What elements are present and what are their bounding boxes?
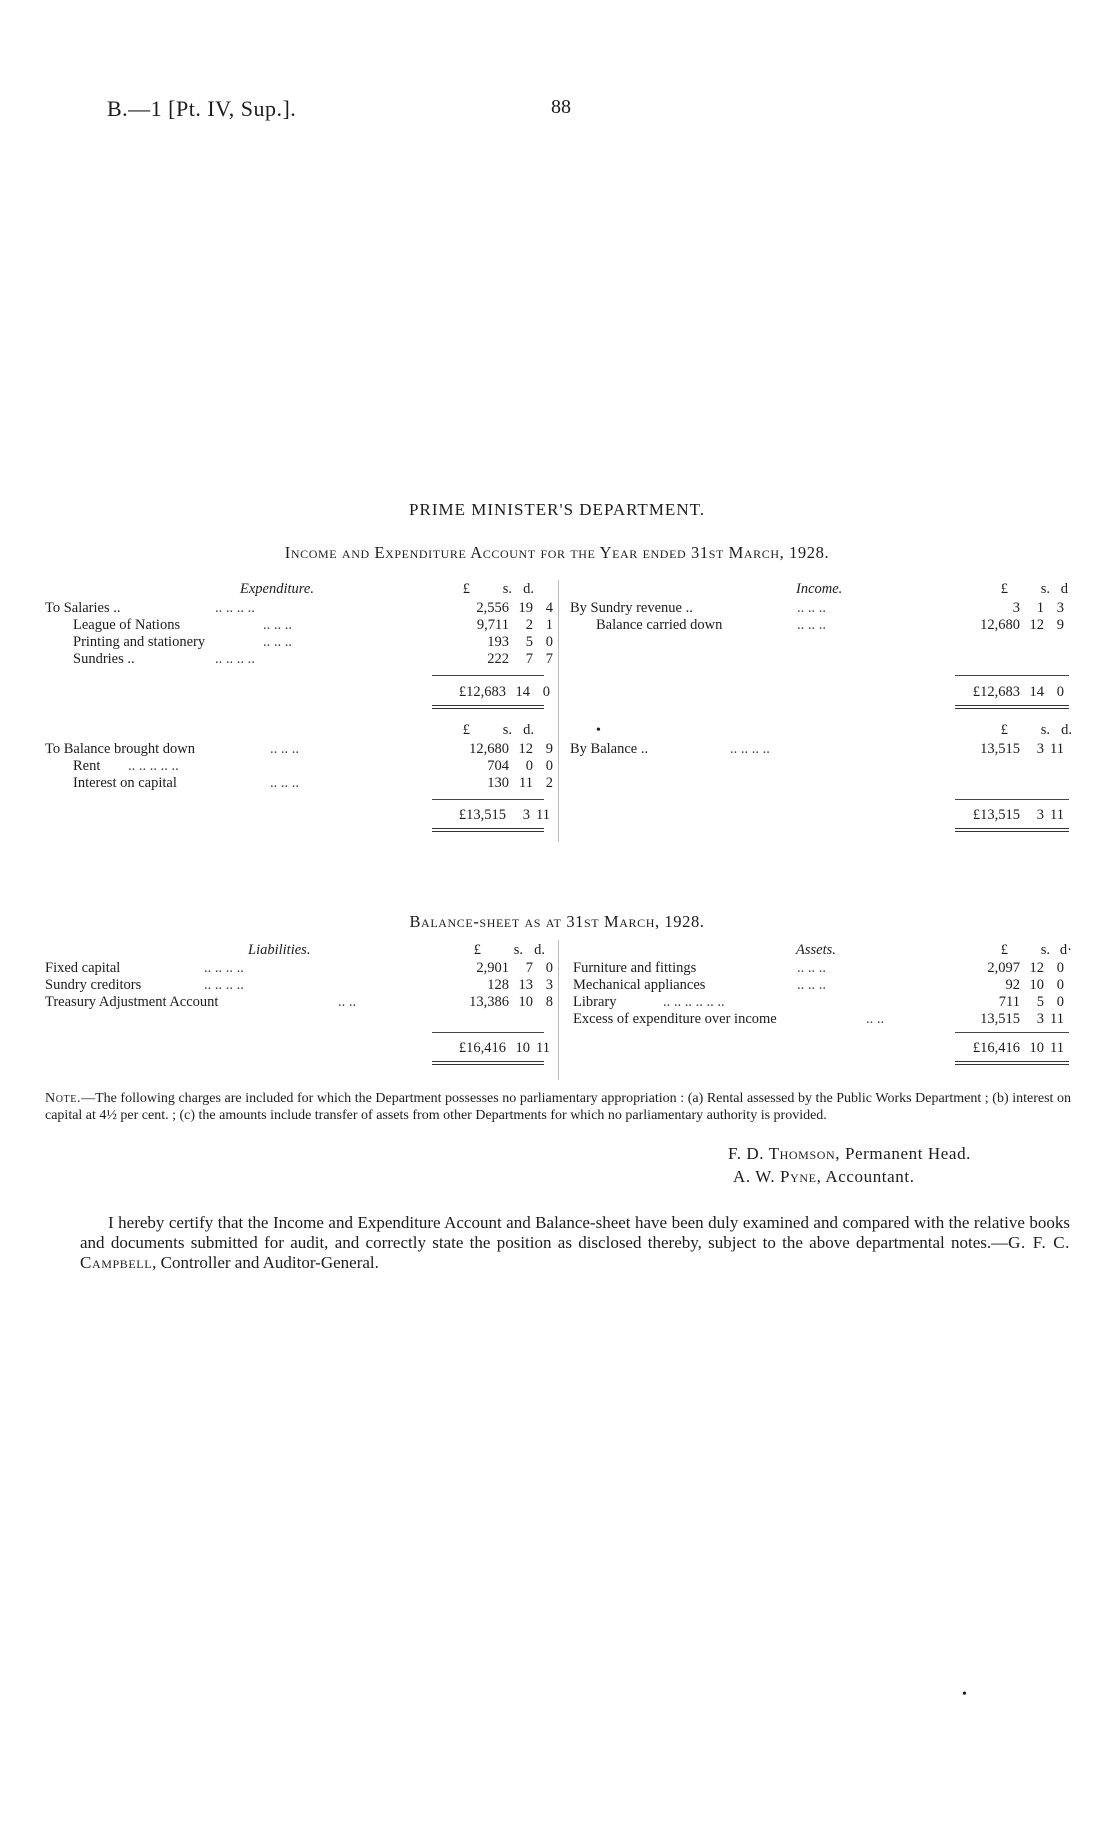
pence-header: d.: [1061, 722, 1072, 738]
shillings: 14: [515, 684, 530, 700]
pounds: 704: [487, 758, 509, 774]
liabilities-heading: Liabilities.: [248, 942, 311, 958]
table-row-amount: [435, 634, 553, 651]
leader-dots: .. ..: [866, 1011, 885, 1027]
pounds: £12,683: [972, 684, 1020, 700]
department-note: [45, 1090, 1071, 1124]
pence: 8: [545, 994, 553, 1010]
table-row-label: To Salaries ..: [45, 600, 121, 616]
leader-dots: .. .. ..: [263, 634, 292, 650]
auditor-title: , Controller and Auditor-General.: [152, 1253, 379, 1272]
leader-dots: .. ..: [338, 994, 357, 1010]
shilling-header: s.: [513, 942, 523, 958]
leader-dots: .. .. .. ..: [215, 651, 255, 667]
leader-dots: .. .. .. .. .. ..: [663, 994, 725, 1010]
shillings: 10: [518, 994, 533, 1010]
subtotal-rule: [432, 675, 544, 676]
pounds: 711: [998, 994, 1020, 1010]
income-total-2: [955, 807, 1064, 824]
money-header: [422, 581, 534, 598]
table-row-amount: [435, 617, 553, 634]
liabilities-total: [422, 1040, 550, 1057]
leader-dots: .. .. ..: [270, 741, 299, 757]
table-row-amount: [953, 960, 1064, 977]
pence: 9: [1056, 617, 1064, 633]
table-row-label: By Balance ..: [570, 741, 649, 757]
pounds: 9,711: [476, 617, 509, 633]
table-row-amount: [435, 977, 553, 994]
note-lead: Note.: [45, 1091, 82, 1106]
shilling-header: s.: [1040, 942, 1050, 958]
shillings: 7: [525, 651, 533, 667]
leader-dots: .. .. ..: [263, 617, 292, 633]
shillings: 5: [1036, 994, 1044, 1010]
shilling-header: s.: [502, 581, 512, 597]
pence: 3: [545, 977, 553, 993]
shilling-header: s.: [1040, 722, 1050, 738]
pence: 0: [545, 960, 553, 976]
ie-account-title: Income and Expenditure Account for the Year ended 31st March, 1928.: [284, 543, 830, 562]
pounds: £12,683: [458, 684, 506, 700]
column-divider: [558, 580, 559, 842]
pence: 0: [1056, 960, 1064, 976]
shillings: 3: [522, 807, 530, 823]
table-row-amount: [953, 617, 1064, 634]
pounds: 222: [487, 651, 509, 667]
pence-header: d·: [1059, 942, 1072, 958]
table-row-amount: [435, 758, 553, 775]
table-row-amount: [953, 994, 1064, 1011]
shillings: 3: [1036, 741, 1044, 757]
shillings: 5: [525, 634, 533, 650]
page-reference: B.—1 [Pt. IV, Sup.].: [107, 96, 297, 121]
shillings: 14: [1029, 684, 1044, 700]
auditor-name: G. F. C. Campbell: [80, 1233, 1070, 1272]
pound-header: £: [1000, 722, 1008, 738]
pounds: 3: [1012, 600, 1020, 616]
signature-accountant: [733, 1167, 915, 1187]
table-row-label: Mechanical appliances: [573, 977, 706, 993]
pounds: 2,097: [987, 960, 1020, 976]
leader-dots: .. .. ..: [270, 775, 299, 791]
shilling-header: s.: [502, 722, 512, 738]
pence: 1: [545, 617, 553, 633]
table-row-label: Printing and stationery: [73, 634, 206, 650]
shillings: 13: [518, 977, 533, 993]
pounds: £16,416: [458, 1040, 506, 1056]
shillings: 10: [1029, 1040, 1044, 1056]
pounds: 2,556: [476, 600, 509, 616]
subtotal-rule: [432, 799, 544, 800]
money-header: [457, 942, 545, 959]
pence-header: d.: [523, 581, 534, 597]
table-row-label: Sundries ..: [73, 651, 135, 667]
table-row-amount: [435, 600, 553, 617]
income-heading: Income.: [796, 581, 843, 597]
table-row-label: Interest on capital: [73, 775, 177, 791]
pence-header: d.: [534, 942, 545, 958]
pence: 2: [545, 775, 553, 791]
table-row-amount: [435, 775, 553, 792]
pence: 0: [1056, 684, 1064, 700]
pence: 11: [1050, 741, 1064, 757]
money-header: [422, 722, 534, 739]
pounds: 13,386: [469, 994, 509, 1010]
leader-dots: .. .. ..: [797, 617, 826, 633]
subtotal-rule: [432, 1032, 544, 1033]
leader-dots: .. .. ..: [797, 960, 826, 976]
page-number: 88: [551, 96, 571, 118]
signature-permanent-head: [728, 1144, 971, 1164]
table-row-label: League of Nations: [73, 617, 181, 633]
shillings: 10: [1029, 977, 1044, 993]
pounds: 130: [487, 775, 509, 791]
total-double-rule: [432, 828, 544, 832]
leader-dots: .. .. ..: [797, 600, 826, 616]
total-double-rule: [432, 1061, 544, 1065]
table-row-amount: [953, 600, 1064, 617]
assets-heading: Assets.: [796, 942, 836, 958]
pence: 0: [1056, 977, 1064, 993]
shillings: 0: [525, 758, 533, 774]
certificate-text: I hereby certify that the Income and Expenditure Account and Balance-sheet have been duly examined and compared with the relative books and documents submitted for audit, and correctly state the position as disclosed thereby, subject to the above departmental notes.—: [80, 1213, 1070, 1252]
shilling-header: s.: [1040, 581, 1050, 597]
shillings: 7: [525, 960, 533, 976]
total-double-rule: [955, 705, 1069, 709]
table-row-amount: [953, 977, 1064, 994]
pounds: 92: [1005, 977, 1020, 993]
table-row-label: Furniture and fittings: [573, 960, 697, 976]
stray-bullet-mark: •: [596, 723, 601, 738]
total-double-rule: [955, 828, 1069, 832]
subtotal-rule: [955, 1032, 1069, 1033]
shillings: 10: [515, 1040, 530, 1056]
pence: 11: [1050, 1011, 1064, 1027]
pence: 7: [545, 651, 553, 667]
shillings: 3: [1036, 807, 1044, 823]
leader-dots: .. .. .. .. ..: [128, 758, 179, 774]
signatory-title: , Permanent Head.: [835, 1144, 972, 1163]
shillings: 12: [1029, 960, 1044, 976]
table-row-amount: [953, 741, 1064, 758]
stray-bullet-mark: •: [962, 1687, 967, 1702]
pence: 0: [1056, 994, 1064, 1010]
table-row-amount: [435, 994, 553, 1011]
signatory-name: A. W. Pyne: [733, 1167, 817, 1186]
pence: 4: [545, 600, 553, 616]
shillings: 12: [518, 741, 533, 757]
pounds: 12,680: [980, 617, 1020, 633]
total-double-rule: [432, 705, 544, 709]
leader-dots: .. .. .. ..: [204, 977, 244, 993]
leader-dots: .. .. .. ..: [204, 960, 244, 976]
table-row-amount: [435, 960, 553, 977]
pounds: £13,515: [458, 807, 506, 823]
table-row-label: Fixed capital: [45, 960, 121, 976]
pence: 11: [1050, 1040, 1064, 1056]
pound-header: £: [473, 942, 481, 958]
money-header: [984, 942, 1072, 959]
table-row-label: Excess of expenditure over income: [573, 1011, 777, 1027]
pounds: £13,515: [972, 807, 1020, 823]
leader-dots: .. .. .. ..: [730, 741, 770, 757]
pounds: 2,901: [476, 960, 509, 976]
pence-header: d: [1060, 581, 1068, 597]
shillings: 1: [1036, 600, 1044, 616]
subtotal-rule: [955, 675, 1069, 676]
signatory-name: F. D. Thomson: [728, 1144, 836, 1163]
pound-header: £: [1000, 942, 1008, 958]
balance-sheet-title: Balance-sheet as at 31st March, 1928.: [409, 912, 705, 931]
pence: 11: [536, 807, 550, 823]
leader-dots: .. .. ..: [797, 977, 826, 993]
table-row-label: By Sundry revenue ..: [570, 600, 693, 616]
table-row-label: Rent: [73, 758, 101, 774]
signatory-title: , Accountant.: [816, 1167, 915, 1186]
pound-header: £: [462, 581, 470, 597]
expenditure-total: [422, 684, 550, 701]
pence: 0: [542, 684, 550, 700]
shillings: 19: [518, 600, 533, 616]
note-text: —The following charges are included for which the Department possesses no parliamentary appropriation : (a) Rental assessed by the Public Works Department ; (b) interest on capital at 4½ per cent. ; (c) the amounts include transfer of assets from other Departments for which no parliamentary authority is provided.: [45, 1091, 1071, 1123]
pence: 0: [545, 758, 553, 774]
pounds: 193: [487, 634, 509, 650]
shillings: 11: [519, 775, 533, 791]
table-row-label: Balance carried down: [596, 617, 723, 633]
table-row-label: Library: [573, 994, 617, 1010]
pence: 3: [1056, 600, 1064, 616]
total-double-rule: [955, 1061, 1069, 1065]
table-row-label: To Balance brought down: [45, 741, 195, 757]
table-row-label: Treasury Adjustment Account: [45, 994, 219, 1010]
shillings: 12: [1029, 617, 1044, 633]
table-row-amount: [953, 1011, 1064, 1028]
pounds: 13,515: [980, 1011, 1020, 1027]
pence: 0: [545, 634, 553, 650]
pound-header: £: [1000, 581, 1008, 597]
table-row-label: Sundry creditors: [45, 977, 142, 993]
money-header: [984, 722, 1072, 739]
department-title: PRIME MINISTER'S DEPARTMENT.: [409, 500, 705, 519]
pound-header: £: [462, 722, 470, 738]
pence: 11: [1050, 807, 1064, 823]
pounds: 128: [487, 977, 509, 993]
pounds: £16,416: [972, 1040, 1020, 1056]
pounds: 13,515: [980, 741, 1020, 757]
table-row-amount: [435, 651, 553, 668]
expenditure-heading: Expenditure.: [240, 581, 314, 597]
subtotal-rule: [955, 799, 1069, 800]
audit-certificate: [80, 1213, 1070, 1273]
leader-dots: .. .. .. ..: [215, 600, 255, 616]
pence: 11: [536, 1040, 550, 1056]
assets-total: [955, 1040, 1064, 1057]
income-total: [955, 684, 1064, 701]
money-header: [984, 581, 1068, 598]
table-row-amount: [435, 741, 553, 758]
pence-header: d.: [523, 722, 534, 738]
shillings: 3: [1036, 1011, 1044, 1027]
shillings: 2: [525, 617, 533, 633]
expenditure-total-2: [422, 807, 550, 824]
pounds: 12,680: [469, 741, 509, 757]
column-divider: [558, 940, 559, 1080]
pence: 9: [545, 741, 553, 757]
